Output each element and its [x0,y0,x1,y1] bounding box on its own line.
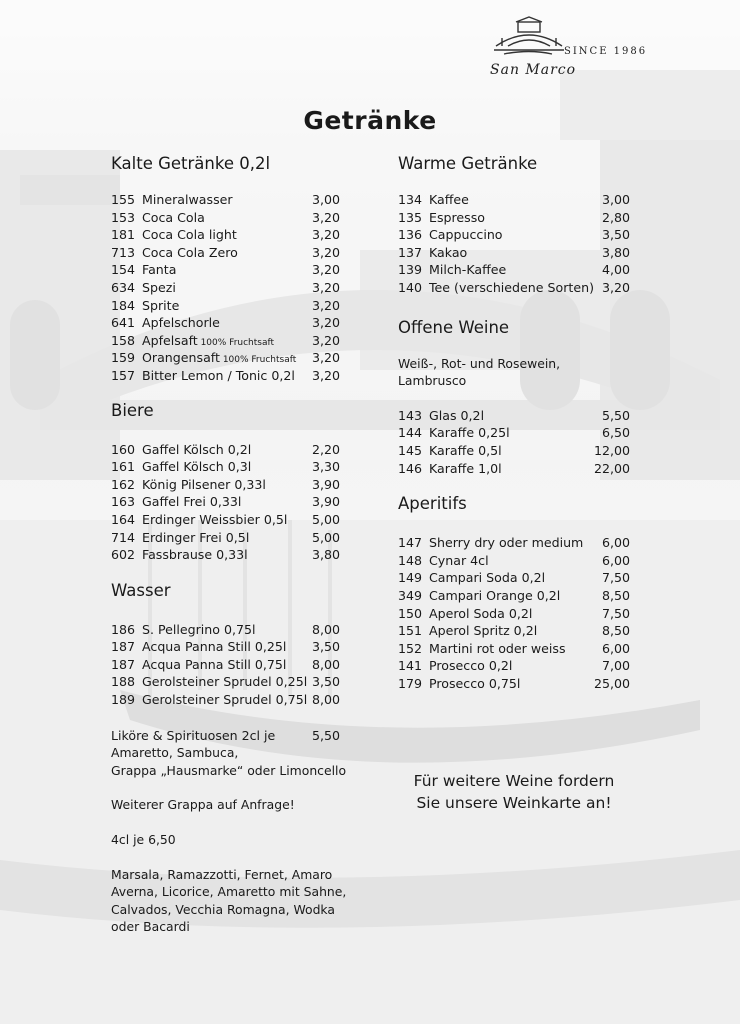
item-number: 140 [398,279,423,295]
item-name: Mineralwasser [142,192,233,207]
item-number: 641 [111,315,136,331]
item-name: Erdinger Frei 0,5l [142,529,250,545]
item-name: Bitter Lemon / Tonic 0,2l [142,367,295,383]
item-name: Fanta [142,262,177,278]
menu-item [398,279,648,297]
menu-item [111,244,381,262]
item-number: 187 [111,656,136,672]
menu-item [398,244,648,262]
item-number: 187 [111,639,136,655]
item-name: Milch-Kaffee [429,262,507,278]
menu-item [111,279,381,297]
menu-item [111,511,381,529]
item-price: 3,20 [311,367,340,383]
menu-item [398,534,648,552]
item-note: 100% Fruchtsaft [197,337,275,348]
item-name: Prosecco 0,2l [429,658,513,674]
item-price: 4,00 [601,262,630,278]
item-name: Spezi [142,279,176,295]
menu-item [398,622,648,640]
menu-item [111,621,381,639]
item-number: 136 [398,227,423,243]
item-number: 158 [111,332,136,348]
item-number: 147 [398,535,423,551]
item-price: 25,00 [593,675,630,691]
aperitifs-list [398,534,648,692]
item-name: Gaffel Kölsch 0,2l [142,441,252,457]
spirits-list-4: oder Bacardi [111,919,190,935]
restaurant-logo [488,14,648,84]
right-column [398,152,648,692]
callout-line-2: Sie unsere Weinkarte an! [416,794,612,812]
item-number: 163 [111,494,136,510]
menu-item [111,638,381,656]
item-number: 157 [111,367,136,383]
menu-item [111,546,381,564]
item-name: Coca Cola [142,209,205,225]
warme-list [398,191,648,297]
brand-name: San Marco [490,62,577,78]
menu-item [111,493,381,511]
item-number: 181 [111,227,136,243]
item-number: 139 [398,262,423,278]
item-number: 141 [398,658,423,674]
weine-desc-1: Weiß-, Rot- und Rosewein, [398,355,561,371]
page-title: Getränke [303,106,437,135]
item-name: Coca Cola Zero [142,244,238,260]
liquor-label: Liköre & Spirituosen 2cl je [111,727,276,743]
item-price: 6,00 [601,535,630,551]
menu-item [398,640,648,658]
item-number: 189 [111,692,136,708]
item-price: 5,00 [311,511,340,527]
grappa-note: Weiterer Grappa auf Anfrage! [111,797,295,813]
item-name: S. Pellegrino 0,75l [142,621,256,637]
item-name: Karaffe 0,5l [429,442,502,458]
item-price: 3,00 [601,192,630,207]
menu-item [398,657,648,675]
item-price: 22,00 [593,460,630,476]
item-name: König Pilsener 0,33l [142,476,266,492]
kalte-list [111,191,381,385]
item-number: 184 [111,297,136,313]
item-price: 8,00 [311,692,340,708]
item-name: Tee (verschiedene Sorten) [429,279,594,295]
menu-item [111,191,381,209]
liquor-block [111,727,381,936]
item-number: 151 [398,623,423,639]
menu-item [111,314,381,332]
spirits-list-2: Averna, Licorice, Amaretto mit Sahne, [111,884,347,900]
item-number: 162 [111,476,136,492]
left-column [111,152,381,936]
item-price: 12,00 [593,442,630,458]
menu-item [111,226,381,244]
item-price: 3,80 [601,244,630,260]
menu-item [111,209,381,227]
item-price: 8,50 [601,587,630,603]
item-price: 3,30 [311,459,340,475]
menu-item [398,261,648,279]
rialto-bridge-icon [494,16,564,56]
item-name: Prosecco 0,75l [429,675,521,691]
section-title-warme: Warme Getränke [398,154,538,173]
item-price: 8,00 [311,656,340,672]
item-name: Espresso [429,209,485,225]
item-name: Orangensaft [142,350,220,366]
item-price: 3,90 [311,494,340,510]
item-name: Erdinger Weissbier 0,5l [142,511,288,527]
item-price: 2,20 [311,441,340,457]
menu-item [111,332,381,350]
section-title-aperitifs: Aperitifs [398,494,467,514]
fourcl-note: 4cl je 6,50 [111,832,176,848]
item-name: Kaffee [429,192,469,207]
item-number: 137 [398,244,423,260]
item-name: Campari Orange 0,2l [429,587,561,603]
item-name: Acqua Panna Still 0,25l [142,639,287,655]
item-number: 144 [398,425,423,441]
item-number: 149 [398,570,423,586]
item-price: 3,20 [311,297,340,313]
item-number: 154 [111,262,136,278]
item-price: 5,50 [601,407,630,423]
item-number: 145 [398,442,423,458]
wasser-list [111,621,381,709]
item-name: Campari Soda 0,2l [429,570,546,586]
item-name: Acqua Panna Still 0,75l [142,656,287,672]
menu-item [398,209,648,227]
menu-item [111,673,381,691]
item-name: Aperol Spritz 0,2l [429,623,538,639]
item-name: Sherry dry oder medium [429,535,584,551]
item-number: 349 [398,587,423,603]
biere-list [111,441,381,564]
item-name: Apfelsaft [142,332,198,348]
menu-item [111,261,381,279]
item-price: 3,20 [311,209,340,225]
item-name: Sprite [142,297,180,313]
item-name: Gerolsteiner Sprudel 0,75l [142,692,308,708]
item-name: Martini rot oder weiss [429,640,566,656]
menu-item [398,407,648,425]
menu-item [398,460,648,478]
menu-item [398,569,648,587]
item-name: Fassbrause 0,33l [142,547,248,563]
liquor-line-2: Amaretto, Sambuca, [111,745,239,761]
wine-card-callout [400,770,628,814]
item-name: Kakao [429,244,468,260]
item-price: 3,00 [311,192,340,207]
item-price: 6,50 [601,425,630,441]
item-number: 160 [111,441,136,457]
item-price: 3,20 [311,227,340,243]
spirits-list-3: Calvados, Vecchia Romagna, Wodka [111,901,335,917]
item-number: 152 [398,640,423,656]
item-price: 3,80 [311,547,340,563]
item-price: 3,20 [601,279,630,295]
section-title-kalte: Kalte Getränke 0,2l [111,154,271,173]
item-name: Gaffel Frei 0,33l [142,494,242,510]
menu-item [398,442,648,460]
item-price: 6,00 [601,552,630,568]
item-number: 634 [111,279,136,295]
item-number: 713 [111,244,136,260]
menu-item [111,656,381,674]
item-price: 3,20 [311,350,340,366]
item-number: 159 [111,350,136,366]
menu-item [398,226,648,244]
menu-item [111,458,381,476]
item-note: 100% Fruchtsaft [219,355,297,366]
item-number: 153 [111,209,136,225]
menu-item [398,191,648,209]
item-number: 186 [111,621,136,637]
item-price: 7,00 [601,658,630,674]
item-price: 3,20 [311,332,340,348]
item-price: 3,20 [311,244,340,260]
menu-item [111,297,381,315]
item-number: 143 [398,407,423,423]
menu-item [398,587,648,605]
item-name: Gerolsteiner Sprudel 0,25l [142,674,308,690]
liquor-price: 5,50 [311,727,340,743]
item-name: Aperol Soda 0,2l [429,605,533,621]
item-name: Karaffe 0,25l [429,425,510,441]
item-price: 2,80 [601,209,630,225]
item-number: 714 [111,529,136,545]
menu-item [111,529,381,547]
liquor-row [111,727,381,745]
since-label: SINCE 1986 [564,46,648,57]
liquor-line-3: Grappa „Hausmarke“ oder Limoncello [111,762,347,778]
item-price: 3,20 [311,279,340,295]
item-number: 164 [111,511,136,527]
item-price: 8,00 [311,621,340,637]
menu-item [111,476,381,494]
item-price: 3,50 [311,674,340,690]
menu-item [111,349,381,367]
menu-item [398,424,648,442]
weine-list [398,407,648,477]
menu-item [398,605,648,623]
menu-item [398,552,648,570]
item-name: Karaffe 1,0l [429,460,502,476]
menu-item [398,675,648,693]
item-name: Gaffel Kölsch 0,3l [142,459,252,475]
item-price: 5,00 [311,529,340,545]
menu-item [111,367,381,385]
item-number: 135 [398,209,423,225]
item-name: Glas 0,2l [429,407,485,423]
item-price: 7,50 [601,570,630,586]
item-name: Cynar 4cl [429,552,489,568]
menu-item [111,691,381,709]
section-title-wasser: Wasser [111,580,171,600]
item-price: 3,90 [311,476,340,492]
item-number: 188 [111,674,136,690]
item-number: 146 [398,460,423,476]
item-price: 7,50 [601,605,630,621]
item-name: Coca Cola light [142,227,237,243]
item-number: 148 [398,552,423,568]
item-price: 8,50 [601,623,630,639]
item-name: Cappuccino [429,227,503,243]
item-name: Apfelschorle [142,315,220,331]
section-title-biere: Biere [111,400,154,420]
section-title-weine: Offene Weine [398,317,510,337]
weine-desc-2: Lambrusco [398,373,467,389]
item-number: 602 [111,547,136,563]
item-price: 6,00 [601,640,630,656]
spirits-list-1: Marsala, Ramazzotti, Fernet, Amaro [111,866,333,882]
item-number: 134 [398,192,423,207]
item-price: 3,20 [311,315,340,331]
menu-item [111,441,381,459]
item-number: 155 [111,192,136,207]
item-price: 3,50 [601,227,630,243]
callout-line-1: Für weitere Weine fordern [413,772,615,790]
item-number: 179 [398,675,423,691]
item-price: 3,20 [311,262,340,278]
item-price: 3,50 [311,639,340,655]
item-number: 150 [398,605,423,621]
item-number: 161 [111,459,136,475]
